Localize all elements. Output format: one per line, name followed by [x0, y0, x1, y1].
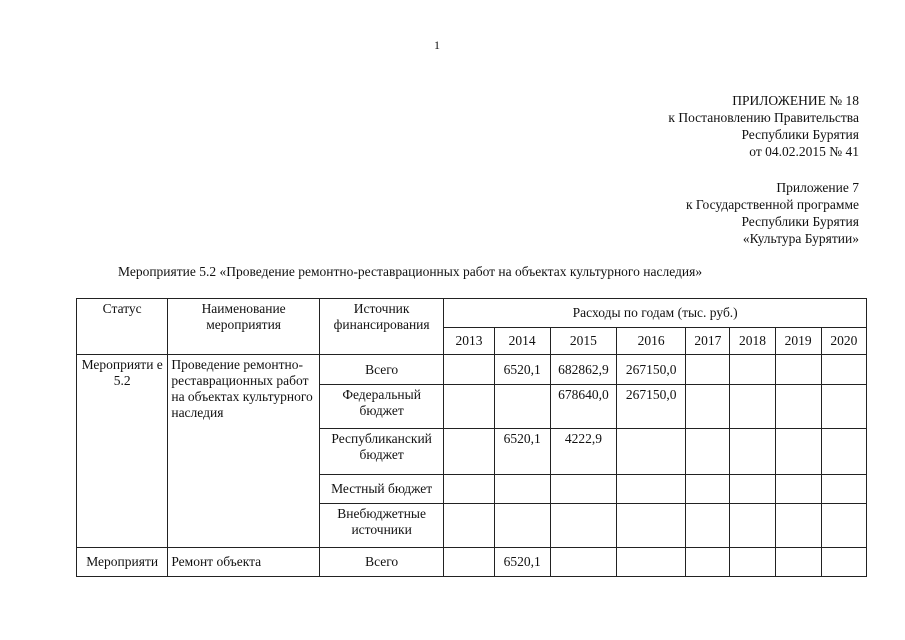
value-cell: 6520,1: [494, 355, 550, 385]
value-cell: [494, 385, 550, 429]
expenses-table: [76, 298, 867, 577]
program-line: «Культура Бурятии»: [742, 231, 859, 246]
value-cell: [550, 475, 616, 504]
value-cell: [494, 504, 550, 548]
expenses-header: Расходы по годам (тыс. руб.): [444, 299, 867, 328]
program-line: Приложение 7: [776, 180, 859, 195]
value-cell: [730, 385, 775, 429]
value-cell: [686, 429, 730, 475]
value-cell: 682862,9: [550, 355, 616, 385]
program-line: к Государственной программе: [685, 197, 859, 212]
value-cell: [444, 385, 494, 429]
source-cell: Федеральный бюджет: [319, 385, 443, 429]
value-cell: [775, 548, 821, 577]
value-cell: [775, 475, 821, 504]
value-cell: [444, 548, 494, 577]
appendix-header: [668, 92, 859, 160]
year-header: 2017: [686, 328, 730, 355]
value-cell: 6520,1: [494, 429, 550, 475]
year-header: 2018: [730, 328, 775, 355]
page-number: 1: [434, 38, 440, 52]
table-row: [77, 548, 867, 577]
source-cell: Республиканский бюджет: [319, 429, 443, 475]
value-cell: [550, 504, 616, 548]
value-cell: [444, 475, 494, 504]
value-cell: 267150,0: [617, 355, 686, 385]
name-cell: Ремонт объекта: [168, 548, 320, 577]
value-cell: [617, 475, 686, 504]
status-cell: Мероприяти: [77, 548, 168, 577]
value-cell: [686, 355, 730, 385]
value-cell: [821, 475, 866, 504]
value-cell: [444, 504, 494, 548]
name-cell: Проведение ремонтно-реставрационных работ на объектах культурного наследия: [168, 355, 320, 548]
value-cell: [730, 429, 775, 475]
document-title: Мероприятие 5.2 «Проведение ремонтно-реставрационных работ на объектах культурного наследия»: [118, 264, 703, 279]
appendix-line: ПРИЛОЖЕНИЕ № 18: [732, 93, 859, 108]
source-header: Источник финансирования: [319, 299, 443, 355]
value-cell: [821, 429, 866, 475]
value-cell: [775, 429, 821, 475]
value-cell: [821, 355, 866, 385]
value-cell: [775, 504, 821, 548]
value-cell: [686, 548, 730, 577]
value-cell: [775, 355, 821, 385]
appendix-line: Республики Бурятия: [741, 127, 859, 142]
value-cell: [686, 504, 730, 548]
year-header: 2015: [550, 328, 616, 355]
value-cell: [444, 355, 494, 385]
value-cell: 4222,9: [550, 429, 616, 475]
value-cell: [444, 429, 494, 475]
value-cell: [550, 548, 616, 577]
value-cell: [730, 548, 775, 577]
source-cell: Всего: [319, 355, 443, 385]
value-cell: [686, 385, 730, 429]
program-line: Республики Бурятия: [741, 214, 859, 229]
status-header: Статус: [77, 299, 168, 355]
year-header: 2014: [494, 328, 550, 355]
value-cell: 267150,0: [617, 385, 686, 429]
source-cell: Внебюджетные источники: [319, 504, 443, 548]
program-header: [686, 179, 859, 247]
source-cell: Всего: [319, 548, 443, 577]
value-cell: [775, 385, 821, 429]
value-cell: [686, 475, 730, 504]
appendix-line: от 04.02.2015 № 41: [749, 144, 859, 159]
value-cell: 6520,1: [494, 548, 550, 577]
status-cell: Мероприяти е 5.2: [77, 355, 168, 548]
value-cell: 678640,0: [550, 385, 616, 429]
year-header: 2016: [617, 328, 686, 355]
value-cell: [821, 548, 866, 577]
year-header: 2020: [821, 328, 866, 355]
value-cell: [730, 475, 775, 504]
value-cell: [821, 504, 866, 548]
value-cell: [730, 504, 775, 548]
value-cell: [821, 385, 866, 429]
year-header: 2013: [444, 328, 494, 355]
year-header: 2019: [775, 328, 821, 355]
source-cell: Местный бюджет: [319, 475, 443, 504]
table-row: [77, 355, 867, 385]
value-cell: [494, 475, 550, 504]
appendix-line: к Постановлению Правительства: [668, 110, 859, 125]
header-row: [77, 299, 867, 328]
value-cell: [617, 504, 686, 548]
value-cell: [617, 429, 686, 475]
name-header: Наименование мероприятия: [168, 299, 320, 355]
value-cell: [617, 548, 686, 577]
value-cell: [730, 355, 775, 385]
